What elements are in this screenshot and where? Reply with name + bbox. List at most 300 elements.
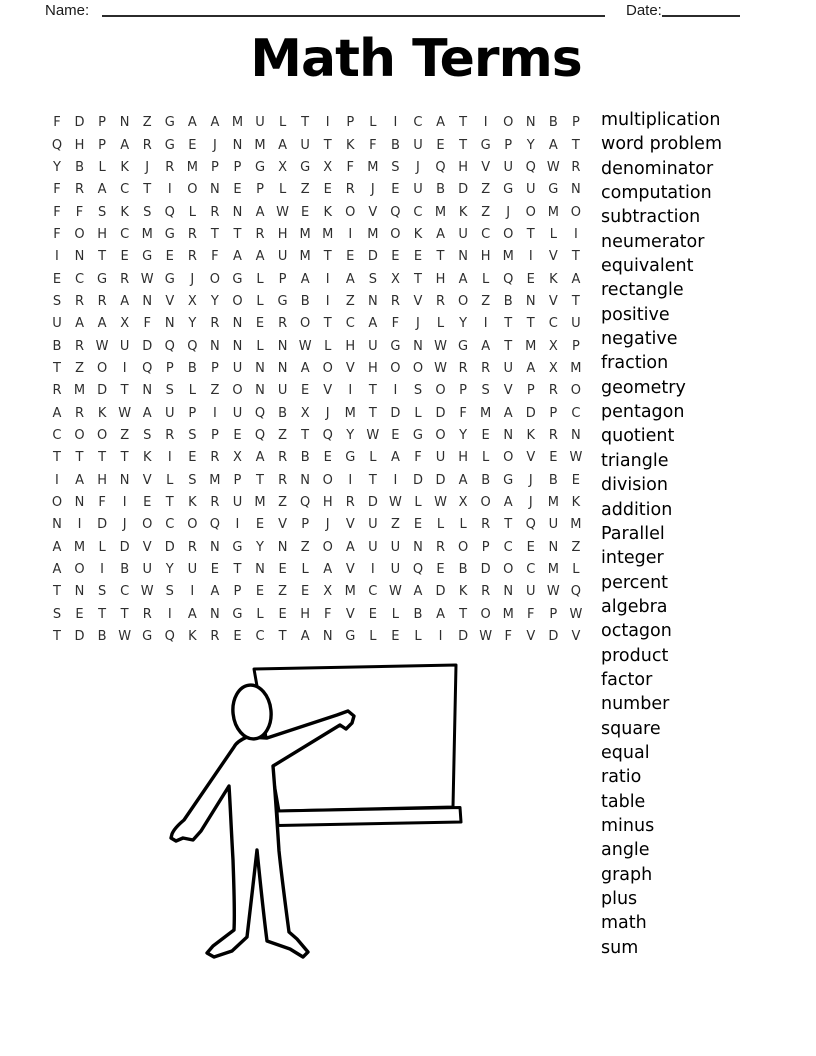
grid-cell: R — [390, 294, 400, 310]
grid-cell: V — [278, 517, 288, 533]
grid-cell: P — [256, 182, 264, 198]
grid-cell: P — [571, 338, 580, 354]
grid-cell: B — [97, 629, 107, 645]
grid-cell: R — [255, 226, 265, 242]
grid-cell: M — [547, 204, 559, 220]
grid-cell: U — [526, 584, 536, 600]
grid-cell: N — [164, 316, 175, 332]
grid-cell: T — [233, 226, 242, 242]
grid-cell: P — [210, 428, 219, 444]
grid-cell: G — [232, 271, 243, 287]
grid-cell: O — [51, 495, 63, 511]
grid-cell: S — [481, 383, 490, 399]
grid-cell: Z — [481, 294, 491, 310]
grid-cell: U — [232, 405, 243, 421]
grid-cell: N — [571, 428, 581, 444]
grid-cell: S — [188, 472, 197, 488]
grid-cell: L — [278, 115, 287, 131]
grid-cell: A — [210, 584, 220, 600]
grid-cell: X — [548, 338, 558, 354]
grid-cell: N — [142, 383, 153, 399]
word-list-item: integer — [601, 548, 664, 569]
grid-cell: V — [142, 539, 152, 555]
grid-cell: Q — [254, 428, 266, 444]
name-blank-line — [102, 15, 605, 17]
grid-cell: P — [346, 115, 355, 131]
grid-cell: I — [77, 517, 82, 533]
grid-cell: I — [122, 361, 127, 377]
grid-cell: R — [210, 316, 220, 332]
grid-cell: T — [120, 383, 129, 399]
grid-cell: X — [300, 405, 310, 421]
grid-cell: U — [413, 182, 423, 198]
word-list-item: square — [601, 718, 661, 739]
grid-cell: T — [52, 450, 61, 466]
grid-cell: F — [391, 316, 400, 332]
grid-cell: D — [74, 115, 85, 131]
grid-cell: L — [188, 383, 196, 399]
grid-cell: X — [548, 361, 558, 377]
grid-cell: E — [323, 450, 332, 466]
grid-cell: V — [345, 361, 355, 377]
grid-cell: E — [413, 517, 423, 533]
grid-cell: V — [345, 517, 355, 533]
grid-cell: O — [435, 383, 446, 399]
grid-cell: X — [390, 271, 400, 287]
grid-cell: Q — [322, 428, 333, 444]
grid-cell: O — [525, 204, 536, 220]
grid-cell: D — [525, 405, 536, 421]
grid-cell: W — [569, 450, 583, 466]
grid-cell: R — [345, 495, 355, 511]
grid-cell: J — [122, 517, 127, 533]
grid-cell: E — [255, 316, 265, 332]
grid-cell: I — [348, 383, 353, 399]
grid-cell: W — [388, 495, 402, 511]
grid-cell: Q — [435, 159, 446, 175]
grid-cell: A — [481, 338, 491, 354]
grid-cell: U — [503, 159, 513, 175]
grid-cell: U — [390, 539, 401, 555]
grid-cell: E — [120, 249, 129, 265]
grid-cell: T — [368, 405, 377, 421]
grid-cell: N — [119, 472, 130, 488]
grid-cell: R — [210, 204, 220, 220]
grid-cell: R — [278, 450, 288, 466]
grid-cell: S — [97, 584, 107, 600]
grid-cell: A — [278, 137, 288, 153]
grid-cell: T — [436, 249, 445, 265]
grid-cell: E — [323, 182, 332, 198]
grid-cell: T — [278, 629, 287, 645]
grid-cell: R — [187, 539, 197, 555]
grid-cell: B — [503, 294, 513, 310]
grid-cell: O — [187, 517, 198, 533]
grid-cell: O — [345, 204, 356, 220]
grid-cell: W — [118, 629, 132, 645]
grid-cell: I — [370, 562, 375, 578]
grid-cell: C — [120, 226, 130, 242]
grid-cell: W — [140, 584, 154, 600]
word-list-item: math — [601, 913, 647, 934]
grid-cell: W — [388, 584, 402, 600]
grid-cell: R — [481, 361, 491, 377]
word-list-item: equal — [601, 742, 650, 763]
grid-cell: S — [143, 204, 152, 220]
grid-cell: Z — [142, 115, 152, 131]
grid-cell: C — [413, 115, 423, 131]
grid-cell: R — [481, 584, 491, 600]
grid-cell: I — [167, 450, 172, 466]
grid-cell: W — [479, 629, 493, 645]
grid-cell: U — [548, 517, 559, 533]
grid-cell: E — [346, 249, 355, 265]
grid-cell: D — [74, 629, 85, 645]
grid-cell: O — [412, 361, 424, 377]
grid-cell: G — [503, 182, 514, 198]
grid-cell: B — [278, 405, 288, 421]
grid-cell: N — [74, 249, 85, 265]
grid-cell: Y — [188, 316, 197, 332]
grid-cell: O — [480, 606, 491, 622]
grid-cell: A — [255, 249, 265, 265]
grid-cell: D — [458, 629, 469, 645]
grid-cell: D — [97, 383, 108, 399]
grid-cell: A — [210, 115, 220, 131]
grid-cell: O — [300, 316, 311, 332]
grid-cell: F — [53, 226, 61, 242]
grid-cell: E — [436, 562, 445, 578]
grid-cell: O — [322, 361, 333, 377]
grid-cell: L — [369, 115, 377, 131]
grid-cell: Q — [164, 629, 175, 645]
grid-cell: U — [435, 450, 446, 466]
grid-cell: B — [548, 472, 558, 488]
grid-cell: B — [300, 294, 310, 310]
grid-cell: O — [232, 294, 243, 310]
grid-cell: N — [571, 182, 581, 198]
grid-cell: Q — [254, 405, 266, 421]
word-list-item: octagon — [601, 621, 672, 642]
grid-cell: D — [97, 517, 108, 533]
grid-cell: M — [209, 472, 221, 488]
grid-cell: A — [458, 271, 468, 287]
grid-cell: M — [254, 495, 266, 511]
grid-cell: N — [277, 361, 288, 377]
grid-cell: E — [391, 182, 400, 198]
grid-cell: U — [368, 539, 378, 555]
grid-cell: Q — [187, 338, 198, 354]
grid-cell: U — [526, 182, 536, 198]
grid-cell: Q — [570, 584, 582, 600]
word-list-item: graph — [601, 864, 653, 885]
grid-cell: O — [435, 428, 446, 444]
grid-cell: R — [345, 182, 355, 198]
grid-cell: E — [255, 517, 265, 533]
grid-cell: X — [323, 159, 333, 175]
chalk-tray — [277, 808, 461, 826]
grid-cell: P — [210, 361, 219, 377]
grid-cell: O — [209, 271, 221, 287]
grid-cell: V — [323, 383, 333, 399]
grid-cell: E — [255, 584, 265, 600]
grid-cell: F — [323, 606, 332, 622]
grid-cell: B — [481, 472, 491, 488]
grid-cell: N — [322, 629, 333, 645]
word-list-item: Parallel — [601, 523, 665, 544]
grid-cell: A — [142, 405, 152, 421]
grid-cell: P — [233, 159, 242, 175]
grid-cell: H — [322, 495, 333, 511]
grid-cell: W — [366, 428, 380, 444]
grid-cell: O — [570, 383, 582, 399]
word-list-item: product — [601, 645, 669, 666]
grid-cell: J — [325, 405, 330, 421]
grid-cell: R — [120, 271, 130, 287]
grid-cell: U — [458, 226, 468, 242]
grid-cell: V — [413, 294, 423, 310]
grid-cell: V — [165, 294, 175, 310]
grid-cell: W — [298, 338, 312, 354]
grid-cell: T — [98, 249, 107, 265]
grid-cell: J — [325, 517, 330, 533]
grid-cell: I — [528, 249, 533, 265]
grid-cell: T — [98, 606, 107, 622]
word-list-item: algebra — [601, 596, 668, 617]
grid-cell: N — [142, 294, 153, 310]
word-list-item: pentagon — [601, 402, 685, 423]
grid-cell: C — [526, 562, 536, 578]
grid-cell: L — [414, 495, 422, 511]
grid-cell: J — [370, 182, 375, 198]
grid-cell: T — [52, 584, 61, 600]
grid-cell: N — [367, 294, 378, 310]
grid-cell: V — [142, 472, 152, 488]
grid-cell: V — [571, 629, 581, 645]
grid-cell: Z — [481, 182, 491, 198]
grid-cell: R — [436, 539, 446, 555]
grid-cell: L — [391, 606, 400, 622]
grid-cell: K — [571, 495, 581, 511]
grid-cell: O — [74, 226, 85, 242]
grid-cell: H — [97, 226, 107, 242]
grid-cell: P — [98, 115, 107, 131]
grid-cell: G — [164, 271, 175, 287]
grid-cell: O — [457, 294, 469, 310]
grid-cell: P — [188, 405, 197, 421]
grid-cell: E — [75, 606, 84, 622]
grid-cell: N — [74, 584, 85, 600]
word-list-item: computation — [601, 183, 712, 204]
grid-cell: I — [483, 115, 488, 131]
grid-cell: F — [53, 204, 61, 220]
word-list-item: equivalent — [601, 256, 694, 277]
grid-cell: I — [212, 405, 217, 421]
grid-cell: Q — [164, 338, 175, 354]
grid-cell: T — [368, 472, 377, 488]
grid-cell: Q — [412, 562, 424, 578]
grid-cell: U — [52, 316, 62, 332]
grid-cell: Q — [390, 204, 401, 220]
grid-cell: F — [369, 137, 377, 153]
grid-cell: G — [300, 159, 311, 175]
grid-cell: Z — [481, 204, 491, 220]
grid-cell: E — [549, 450, 558, 466]
grid-cell: N — [255, 562, 265, 578]
grid-cell: E — [210, 562, 220, 578]
grid-cell: J — [528, 472, 533, 488]
grid-cell: N — [210, 182, 220, 198]
grid-cell: E — [278, 562, 287, 578]
grid-cell: N — [525, 115, 536, 131]
grid-cell: U — [368, 338, 378, 354]
grid-cell: Y — [526, 137, 535, 153]
grid-cell: S — [165, 584, 174, 600]
grid-cell: I — [348, 472, 353, 488]
grid-cell: G — [142, 249, 153, 265]
grid-cell: T — [459, 606, 468, 622]
grid-cell: I — [483, 316, 488, 332]
grid-cell: T — [52, 629, 61, 645]
grid-cell: N — [232, 316, 243, 332]
grid-cell: G — [458, 338, 469, 354]
grid-cell: J — [212, 137, 217, 153]
grid-cell: U — [119, 338, 130, 354]
grid-cell: A — [436, 115, 445, 131]
grid-cell: E — [481, 428, 490, 444]
grid-cell: N — [232, 137, 243, 153]
word-list-item: number — [601, 694, 670, 715]
grid-cell: U — [187, 562, 198, 578]
grid-cell: W — [118, 405, 132, 421]
grid-cell: J — [416, 159, 420, 175]
word-list-item: triangle — [601, 450, 669, 471]
grid-cell: F — [414, 450, 422, 466]
grid-cell: N — [503, 428, 514, 444]
grid-cell: T — [323, 316, 332, 332]
grid-cell: E — [188, 450, 197, 466]
grid-cell: U — [571, 316, 581, 332]
grid-cell: D — [142, 338, 153, 354]
grid-cell: R — [75, 405, 85, 421]
grid-cell: I — [122, 495, 127, 511]
word-list-item: table — [601, 791, 646, 812]
grid-cell: O — [480, 495, 491, 511]
grid-cell: W — [434, 361, 447, 377]
grid-cell: G — [412, 428, 423, 444]
grid-cell: M — [367, 226, 379, 242]
grid-cell: B — [120, 562, 130, 578]
grid-cell: E — [143, 495, 152, 511]
grid-cell: M — [322, 226, 334, 242]
grid-cell: Z — [75, 361, 84, 377]
grid-cell: B — [390, 137, 400, 153]
grid-cell: U — [232, 361, 243, 377]
grid-cell: H — [435, 271, 446, 287]
grid-cell: E — [436, 137, 445, 153]
grid-cell: R — [75, 182, 85, 198]
grid-cell: L — [188, 204, 196, 220]
grid-cell: S — [165, 383, 174, 399]
grid-cell: T — [210, 226, 219, 242]
grid-cell: R — [142, 137, 152, 153]
grid-cell: I — [393, 115, 398, 131]
grid-cell: S — [391, 159, 400, 175]
grid-cell: V — [345, 606, 355, 622]
grid-cell: Z — [300, 539, 310, 555]
grid-cell: S — [143, 428, 152, 444]
grid-cell: Q — [300, 495, 311, 511]
grid-cell: N — [232, 204, 243, 220]
grid-cell: B — [187, 361, 197, 377]
grid-cell: Q — [51, 137, 63, 153]
grid-cell: W — [546, 159, 560, 175]
grid-cell: A — [120, 137, 130, 153]
grid-cell: M — [344, 405, 356, 421]
grid-cell: T — [504, 338, 513, 354]
grid-cell: F — [527, 606, 535, 622]
grid-cell: N — [232, 338, 243, 354]
grid-cell: N — [210, 338, 220, 354]
grid-cell: R — [210, 495, 220, 511]
grid-cell: S — [52, 606, 62, 622]
grid-cell: R — [97, 294, 107, 310]
grid-cell: K — [346, 137, 355, 153]
grid-cell: K — [413, 226, 423, 242]
grid-cell: P — [504, 137, 513, 153]
grid-cell: M — [480, 405, 492, 421]
grid-cell: A — [255, 204, 265, 220]
grid-cell: P — [233, 472, 242, 488]
grid-cell: P — [210, 159, 219, 175]
grid-cell: J — [506, 204, 511, 220]
grid-cell: P — [526, 383, 535, 399]
grid-cell: T — [52, 361, 61, 377]
grid-cell: P — [98, 137, 107, 153]
date-blank-line — [662, 15, 740, 17]
grid-cell: L — [256, 606, 264, 622]
grid-cell: T — [165, 495, 174, 511]
grid-cell: Z — [210, 383, 220, 399]
grid-cell: V — [548, 249, 558, 265]
word-list — [601, 108, 722, 960]
grid-cell: A — [300, 271, 310, 287]
grid-cell: O — [74, 428, 85, 444]
grid-cell: F — [459, 405, 467, 421]
grid-cell: M — [299, 226, 311, 242]
grid-cell: U — [300, 137, 310, 153]
grid-cell: L — [166, 472, 174, 488]
grid-cell: I — [190, 584, 195, 600]
grid-cell: E — [571, 472, 581, 488]
grid-cell: E — [301, 383, 310, 399]
grid-cell: A — [75, 472, 84, 488]
grid-cell: O — [503, 115, 514, 131]
grid-cell: H — [277, 226, 288, 242]
grid-cell: B — [548, 115, 558, 131]
grid-cell: W — [434, 495, 447, 511]
grid-cell: A — [323, 562, 333, 578]
grid-cell: A — [436, 606, 445, 622]
grid-cell: O — [232, 383, 243, 399]
grid-cell: X — [120, 316, 130, 332]
grid-cell: L — [256, 294, 264, 310]
grid-cell: D — [164, 539, 175, 555]
grid-cell: Z — [120, 428, 130, 444]
grid-cell: E — [413, 249, 423, 265]
grid-cell: N — [255, 361, 265, 377]
grid-cell: X — [187, 294, 197, 310]
